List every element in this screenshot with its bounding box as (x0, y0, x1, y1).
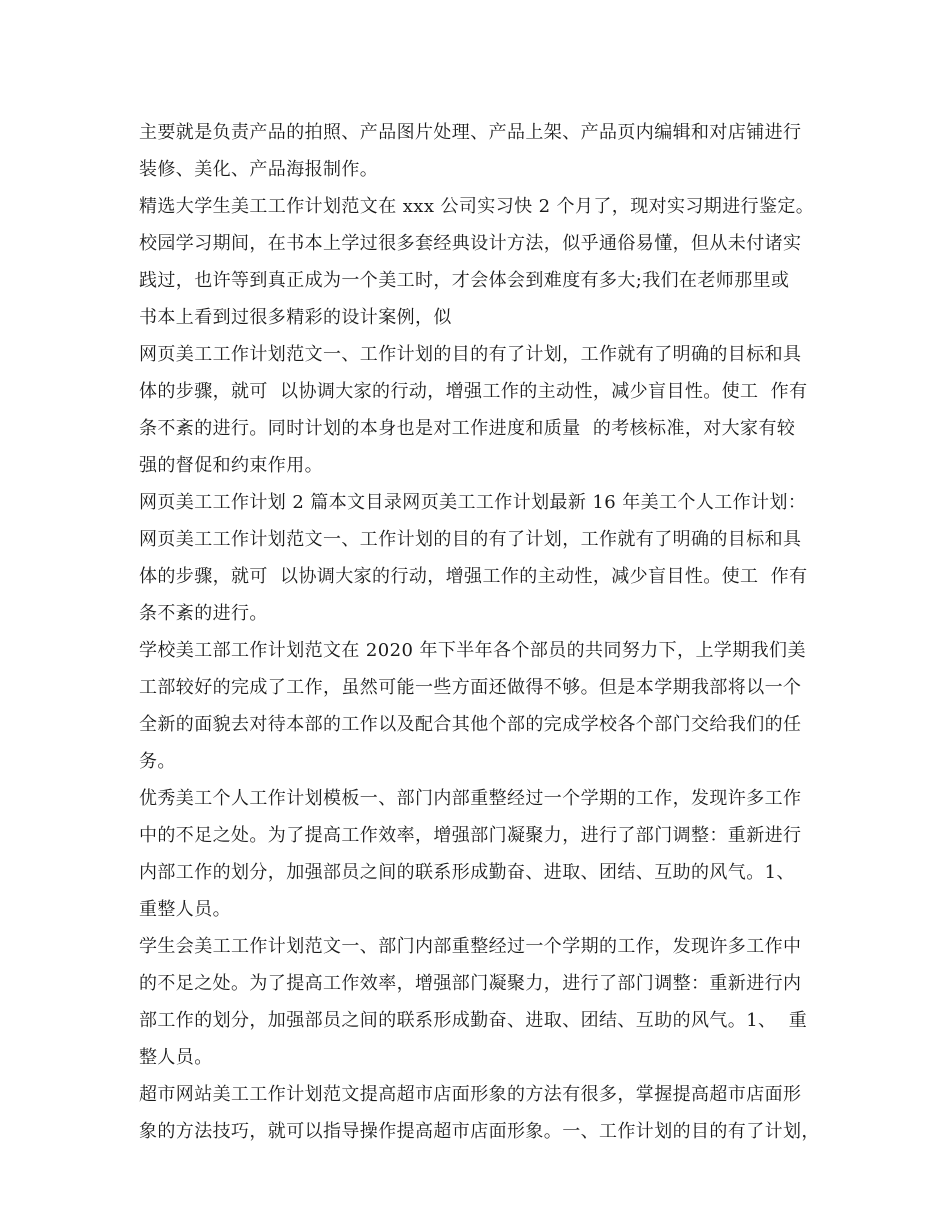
text-line: 学生会美工工作计划范文一、部门内部重整经过一个学期的工作，发现许多工作中 (139, 936, 802, 957)
text-line: 网页美工工作计划范文一、工作计划的目的有了计划，工作就有了明确的目标和具 (139, 529, 802, 550)
text-line: 主要就是负责产品的拍照、产品图片处理、产品上架、产品页内编辑和对店铺进行 (139, 122, 802, 143)
text-line: 超市网站美工工作计划范文提高超市店面形象的方法有很多，掌握提高超市店面形 (139, 1084, 802, 1105)
text-line: 内部工作的划分，加强部员之间的联系形成勤奋、进取、团结、互助的风气。1、 (139, 862, 795, 883)
text-line: 部工作的划分，加强部员之间的联系形成勤奋、进取、团结、互助的风气。1、 重 (139, 1010, 808, 1031)
text-line: 强的督促和约束作用。 (139, 455, 323, 476)
text-line: 体的步骤，就可 以协调大家的行动，增强工作的主动性，减少盲目性。使工 作有 (139, 381, 808, 402)
text-line: 条不紊的进行。同时计划的本身也是对工作进度和质量 的考核标准，对大家有较 (139, 418, 796, 439)
text-line: 网页美工工作计划 2 篇本文目录网页美工工作计划最新 16 年美工个人工作计划： (139, 492, 807, 513)
text-line: 条不紊的进行。 (139, 603, 268, 624)
text-line: 中的不足之处。为了提高工作效率，增强部门凝聚力，进行了部门调整：重新进行 (139, 825, 802, 846)
text-line: 的不足之处。为了提高工作效率，增强部门凝聚力，进行了部门调整：重新进行内 (139, 973, 802, 994)
text-line: 重整人员。 (139, 899, 231, 920)
text-line: 务。 (139, 751, 176, 772)
text-line: 网页美工工作计划范文一、工作计划的目的有了计划，工作就有了明确的目标和具 (139, 344, 802, 365)
text-line: 装修、美化、产品海报制作。 (139, 159, 379, 180)
text-line: 全新的面貌去对待本部的工作以及配合其他个部的完成学校各个部门交给我们的任 (139, 714, 802, 735)
text-line: 优秀美工个人工作计划模板一、部门内部重整经过一个学期的工作，发现许多工作 (139, 788, 802, 809)
text-line: 体的步骤，就可 以协调大家的行动，增强工作的主动性，减少盲目性。使工 作有 (139, 566, 808, 587)
text-line: 精选大学生美工工作计划范文在 xxx 公司实习快 2 个月了，现对实习期进行鉴定。 (139, 196, 815, 217)
text-line: 校园学习期间，在书本上学过很多套经典设计方法，似乎通俗易懂，但从未付诸实 (139, 233, 802, 254)
text-line: 学校美工部工作计划范文在 2020 年下半年各个部员的共同努力下，上学期我们美 (139, 640, 806, 661)
text-line: 象的方法技巧，就可以指导操作提高超市店面形象。一、工作计划的目的有了计划， (139, 1121, 820, 1142)
document-body (139, 114, 829, 1150)
text-line: 工部较好的完成了工作，虽然可能一些方面还做得不够。但是本学期我部将以一个 (139, 677, 802, 698)
text-line: 践过，也许等到真正成为一个美工时，才会体会到难度有多大;我们在老师那里或 (139, 270, 790, 291)
text-line: 书本上看到过很多精彩的设计案例，似 (139, 307, 452, 328)
text-line: 整人员。 (139, 1047, 213, 1068)
